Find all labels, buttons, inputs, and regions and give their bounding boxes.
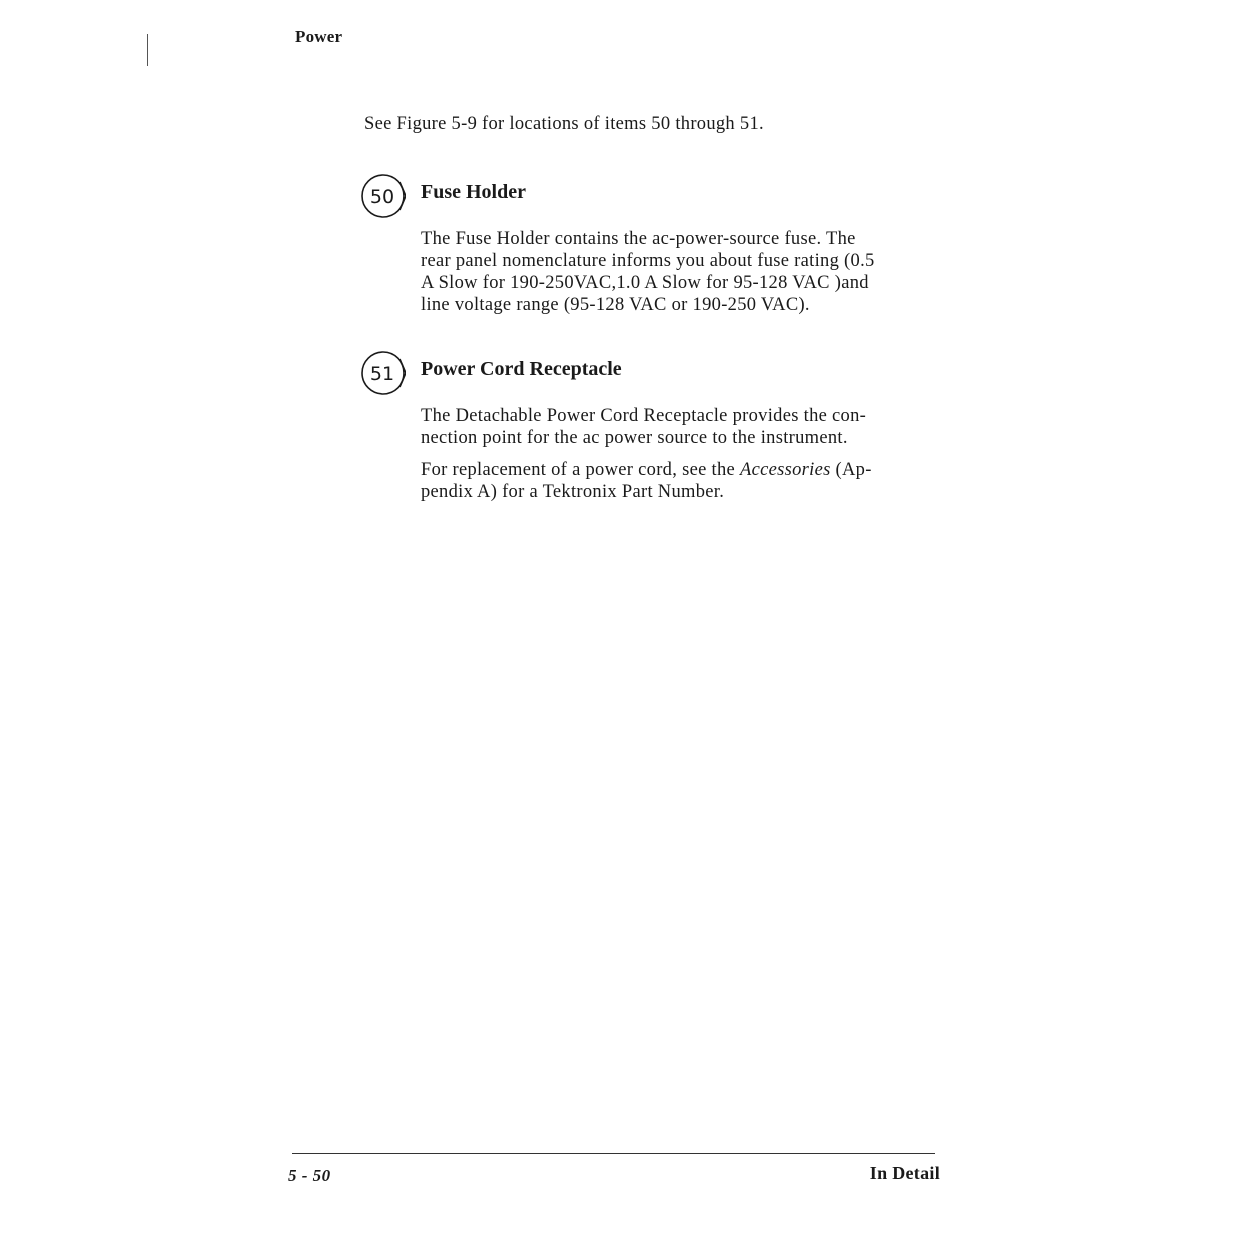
- item-number-callout-icon: [360, 350, 406, 396]
- item-51-heading: [360, 350, 940, 396]
- item-51-section: [360, 350, 940, 502]
- item-number-label: 50: [369, 186, 395, 208]
- footer-rule: [292, 1153, 935, 1154]
- accessories-reference: Accessories: [739, 460, 831, 480]
- text-line: nection point for the ac power source to the instrument.: [421, 428, 848, 448]
- intro-paragraph: See Figure 5-9 for locations of items 50 through 51.: [364, 114, 764, 134]
- replacement-note: [421, 459, 941, 503]
- section-name: In Detail: [869, 1163, 940, 1183]
- scan-edge-mark: [147, 34, 148, 66]
- item-title: Fuse Holder: [421, 181, 526, 203]
- text-line: line voltage range (95-128 VAC or 190-250 VAC).: [421, 295, 810, 315]
- page-number: 5 - 50: [288, 1166, 331, 1185]
- text-line: The Detachable Power Cord Receptacle provides the con-: [421, 406, 867, 426]
- item-description: [421, 405, 941, 449]
- text-line: The Fuse Holder contains the ac-power-source fuse. The: [421, 229, 856, 249]
- text-line: [421, 459, 941, 481]
- item-description: [421, 228, 941, 316]
- item-number-label: 51: [369, 363, 395, 385]
- text-line: rear panel nomenclature informs you about fuse rating (0.5: [421, 251, 875, 271]
- text-line: pendix A) for a Tektronix Part Number.: [421, 482, 725, 502]
- item-50-heading: [360, 173, 940, 219]
- text-run: (Ap-: [830, 460, 872, 480]
- text-line: A Slow for 190-250VAC,1.0 A Slow for 95-128 VAC )and: [421, 273, 869, 293]
- text-run: For replacement of a power cord, see the: [421, 460, 740, 480]
- running-head: Power: [295, 27, 343, 46]
- item-50-section: [360, 173, 940, 315]
- item-title: Power Cord Receptacle: [421, 358, 622, 380]
- item-number-callout-icon: [360, 173, 406, 219]
